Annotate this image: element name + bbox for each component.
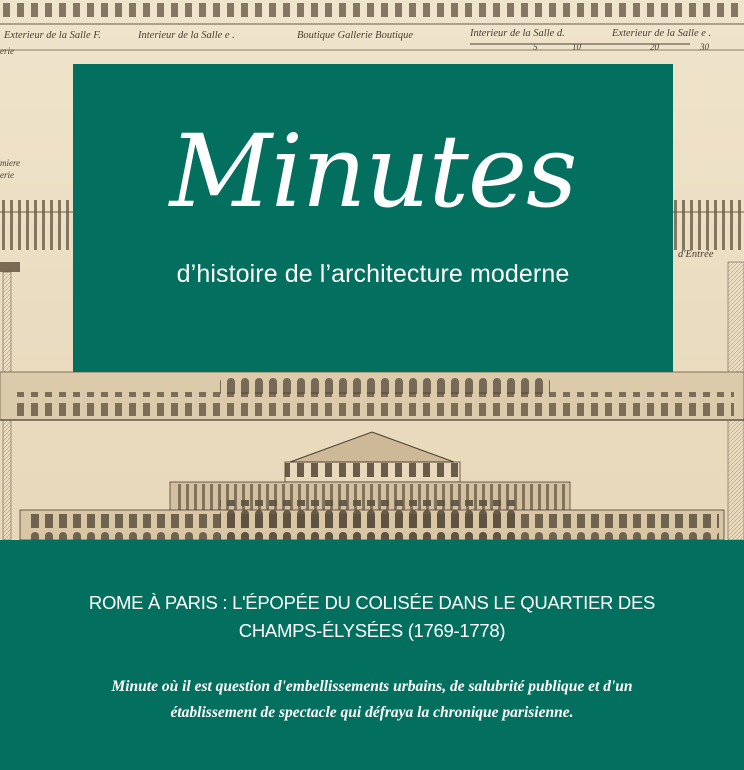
engraving-caption: erie (0, 46, 14, 56)
logo-title: Minutes (169, 113, 577, 230)
engraving-caption: d'Entrée (678, 249, 714, 260)
site-logo[interactable] (73, 64, 673, 372)
engraving-caption: Interieur de la Salle e . (138, 30, 235, 41)
scale-label: 5 (533, 42, 538, 52)
scale-label: 20 (650, 42, 659, 52)
scale-label: 30 (700, 42, 709, 52)
engraving-caption: Exterieur de la Salle F. (4, 30, 101, 41)
engraving-caption: erie (0, 170, 14, 180)
article-banner (0, 540, 744, 770)
article-summary: Minute où il est question d'embellissements urbains, de salubrité publique et d'un établissement de spectacle qui défraya la chronique parisienne. (111, 678, 633, 721)
engraving-caption: Exterieur de la Salle e . (612, 28, 712, 39)
article-title[interactable]: ROME À PARIS : L'ÉPOPÉE DU COLISÉE DANS LE QUARTIER DES CHAMPS-ÉLYSÉES (1769-1778) (88, 592, 656, 641)
engraving-caption: Boutique Gallerie Boutique (297, 30, 414, 41)
scale-label: 10 (572, 42, 581, 52)
engraving-caption: Interieur de la Salle d. (470, 28, 565, 39)
logo-subtitle: d’histoire de l’architecture moderne (176, 260, 570, 288)
engraving-caption: miere (0, 158, 21, 168)
